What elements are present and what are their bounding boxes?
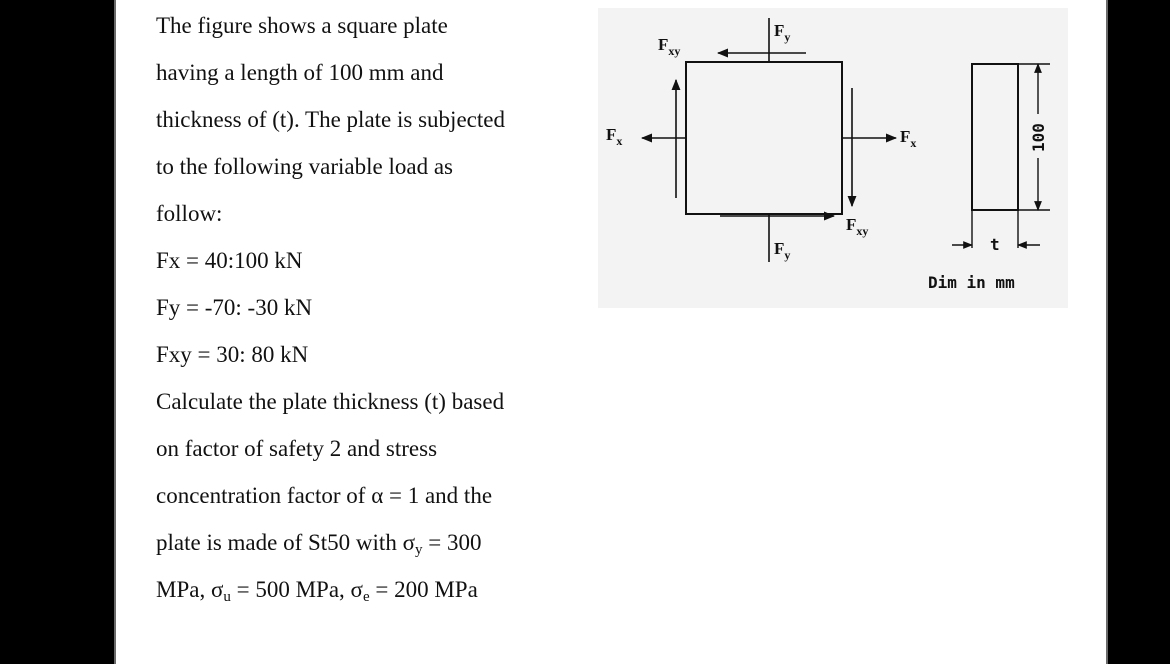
plate-side-view bbox=[972, 64, 1018, 210]
text-line-12 bbox=[156, 523, 596, 570]
document-page bbox=[114, 0, 1108, 664]
text-line-2: having a length of 100 mm and bbox=[156, 60, 444, 85]
text-line-10: on factor of safety 2 and stress bbox=[156, 436, 438, 461]
dim-units-label: Dim in mm bbox=[928, 273, 1015, 292]
problem-statement bbox=[156, 6, 596, 617]
sigma-e-subscript: e bbox=[362, 589, 370, 605]
text-line-3: thickness of (t). The plate is subjected bbox=[156, 107, 505, 132]
sigma-y-subscript: y bbox=[414, 542, 423, 558]
fy-bottom-label: $F_y$ bbox=[774, 239, 791, 262]
fx-left-label: $F_x$ bbox=[606, 125, 623, 148]
fxy-bottom-label: $F_{xy}$ bbox=[846, 215, 869, 238]
dim-t-label: t bbox=[990, 235, 1000, 254]
text-line-13-b: = 500 MPa, σ bbox=[230, 577, 363, 602]
text-line-13-c: = 200 MPa bbox=[369, 577, 478, 602]
load-fxy: Fxy = 30: 80 kN bbox=[156, 342, 309, 367]
text-line-12-suffix: = 300 bbox=[422, 530, 482, 555]
text-line-9: Calculate the plate thickness (t) based bbox=[156, 389, 505, 414]
text-line-13 bbox=[156, 570, 596, 617]
text-line-4: to the following variable load as bbox=[156, 154, 454, 179]
text-line-13-a: MPa, σ bbox=[156, 577, 224, 602]
fx-right-label: $F_x$ bbox=[900, 127, 917, 150]
sigma-u-subscript: u bbox=[223, 589, 231, 605]
fy-top-label: $F_y$ bbox=[774, 21, 791, 44]
load-fy: Fy = -70: -30 kN bbox=[156, 295, 313, 320]
text-line-1: The figure shows a square plate bbox=[156, 13, 448, 38]
square-plate bbox=[686, 62, 842, 214]
text-line-11: concentration factor of α = 1 and the bbox=[156, 483, 493, 508]
fxy-top-label: $F_{xy}$ bbox=[658, 35, 681, 58]
plate-diagram bbox=[598, 8, 1068, 308]
text-line-12-prefix: plate is made of St50 with σ bbox=[156, 530, 415, 555]
dim-100-label: 100 bbox=[1029, 123, 1048, 152]
load-fx: Fx = 40:100 kN bbox=[156, 248, 303, 273]
text-line-5: follow: bbox=[156, 201, 223, 226]
plate-figure bbox=[598, 8, 1068, 308]
